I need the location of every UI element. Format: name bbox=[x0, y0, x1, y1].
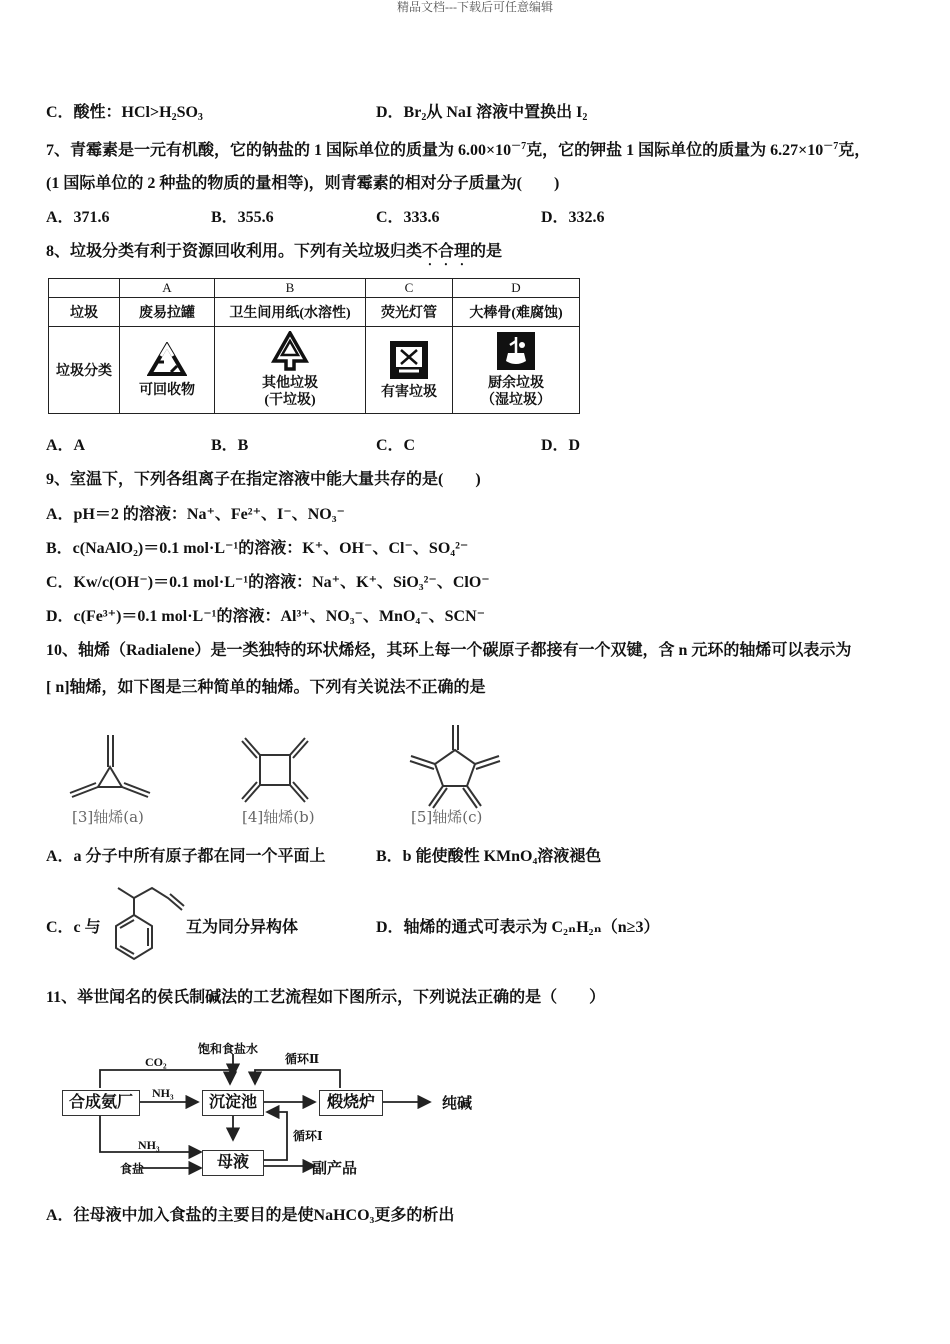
radialene-4-structure bbox=[235, 730, 315, 810]
label-cycle-1: 循环Ⅰ bbox=[293, 1129, 323, 1143]
row-head-category: 垃圾分类 bbox=[49, 327, 120, 414]
q7-stem-line1 bbox=[46, 137, 870, 161]
q7-option-a: A．371.6 bbox=[46, 209, 110, 226]
col-b: B bbox=[215, 279, 366, 298]
hazardous-waste-icon bbox=[389, 340, 429, 380]
q10-stem-line2: [ n]轴烯，如下图是三种简单的轴烯。下列有关说法不正确的是 bbox=[46, 679, 486, 696]
q7-exp2: －7 bbox=[823, 141, 839, 152]
q7-option-b: B．355.6 bbox=[211, 209, 274, 226]
q9-option-a: A．pH＝2 的溶液：Na⁺、Fe²⁺、I⁻、NO₃⁻ bbox=[46, 506, 345, 523]
cell-b1: 卫生间用纸(水溶性) bbox=[215, 298, 366, 327]
table-row bbox=[49, 298, 580, 327]
cap-a: 可回收物 bbox=[139, 382, 195, 398]
q8-option-c: C．C bbox=[376, 437, 416, 454]
q10-option-c-b: 互为同分异构体 bbox=[186, 919, 299, 936]
cap-c: 有害垃圾 bbox=[381, 384, 437, 400]
ammonia-plant-box: 合成氨厂 bbox=[62, 1090, 140, 1116]
label-byproduct: 副产品 bbox=[312, 1161, 358, 1177]
col-a: A bbox=[120, 279, 215, 298]
radialene-5-structure bbox=[405, 720, 505, 810]
q11-stem: 11、举世闻名的侯氏制碱法的工艺流程如下图所示，下列说法正确的是（ ） bbox=[46, 989, 606, 1006]
q6-d-sub2: 2 bbox=[582, 112, 588, 123]
cap-b: 其他垃圾 bbox=[262, 376, 318, 391]
cell-b2 bbox=[215, 327, 366, 414]
recycle-icon bbox=[147, 342, 187, 378]
table-row bbox=[49, 327, 580, 414]
cell-c1: 荧光灯管 bbox=[366, 298, 453, 327]
cell-a2 bbox=[120, 327, 215, 414]
col-c: C bbox=[366, 279, 453, 298]
q10-stem-line1: 10、轴烯（Radialene）是一类独特的环状烯烃，其环上每一个碳原子都接有一个双键，含 n 元环的轴烯可以表示为 bbox=[46, 642, 852, 659]
q6-d-sub: 2 bbox=[421, 112, 427, 123]
calciner-box: 煅烧炉 bbox=[319, 1090, 383, 1116]
table-header-row bbox=[49, 279, 580, 298]
label-brine: 饱和食盐水 bbox=[198, 1042, 259, 1056]
q10-option-c-a: C．c 与 bbox=[46, 919, 101, 936]
q10-option-a: A．a 分子中所有原子都在同一个平面上 bbox=[46, 848, 326, 865]
q8-stem-emphasis: 不合理 bbox=[422, 243, 471, 260]
page-header: 精品文档---下载后可任意编辑 bbox=[397, 0, 553, 14]
q6-option-c bbox=[46, 103, 203, 128]
precipitation-tank-box: 沉淀池 bbox=[202, 1090, 264, 1116]
row-head-garbage: 垃圾 bbox=[49, 298, 120, 327]
q8-option-d: D．D bbox=[541, 437, 581, 454]
q7-exp1: －7 bbox=[511, 141, 527, 152]
table-corner bbox=[49, 279, 120, 298]
q7-option-d: D．332.6 bbox=[541, 209, 605, 226]
q7-l1a: 7、青霉素是一元有机酸，它的钠盐的 1 国际单位的质量为 6.00×10 bbox=[46, 142, 512, 159]
cell-d1: 大棒骨(难腐蚀) bbox=[453, 298, 580, 327]
q6-d-tail: 从 NaI 溶液中置换出 I bbox=[426, 104, 583, 121]
q7-l1c: 克， bbox=[838, 142, 871, 159]
label-co2: CO₂ bbox=[145, 1055, 167, 1069]
q10-option-d: D．轴烯的通式可表示为 C₂ₙH₂ₙ（n≥3） bbox=[376, 919, 660, 936]
q8-option-b: B．B bbox=[211, 437, 249, 454]
q6-c-tail: SO bbox=[176, 104, 198, 121]
q9-option-d: D．c(Fe³⁺)＝0.1 mol·L⁻¹的溶液：Al³⁺、NO₃⁻、MnO₄⁻、SCN⁻ bbox=[46, 608, 486, 625]
cell-d2 bbox=[453, 327, 580, 414]
q7-l1b: 克，它的钾盐 1 国际单位的质量为 6.27×10 bbox=[526, 142, 824, 159]
q9-stem: 9、室温下，下列各组离子在指定溶液中能大量共存的是( ) bbox=[46, 471, 481, 488]
caption-radialene-b: [4]轴烯(b) bbox=[242, 808, 315, 826]
caption-radialene-a: [3]轴烯(a) bbox=[72, 808, 144, 826]
q7-option-c: C．333.6 bbox=[376, 209, 440, 226]
q8-stem-a: 8、垃圾分类有利于资源回收利用。下列有关垃圾归类 bbox=[46, 243, 423, 260]
cell-a1: 废易拉罐 bbox=[120, 298, 215, 327]
cap-d-sub: （湿垃圾） bbox=[481, 393, 551, 408]
q6-d-text: D．Br bbox=[376, 104, 422, 121]
q11-option-a: A．往母液中加入食盐的主要目的是使NaHCO₃更多的析出 bbox=[46, 1207, 455, 1224]
mother-liquor-box: 母液 bbox=[202, 1150, 264, 1176]
label-salt: 食盐 bbox=[120, 1162, 145, 1176]
q8-stem-b: 的是 bbox=[470, 243, 503, 260]
radialene-3-structure bbox=[60, 725, 160, 805]
q7-stem-line2: (1 国际单位的 2 种盐的物质的量相等)，则青霉素的相对分子质量为( ) bbox=[46, 175, 560, 192]
cell-c2 bbox=[366, 327, 453, 414]
q6-c-sub2: 3 bbox=[197, 112, 203, 123]
caption-radialene-c: [5]轴烯(c) bbox=[411, 808, 483, 826]
col-d: D bbox=[453, 279, 580, 298]
label-cycle-2: 循环Ⅱ bbox=[285, 1052, 320, 1066]
q6-c-sub: 2 bbox=[171, 112, 177, 123]
q10-option-b: B．b 能使酸性 KMnO₄溶液褪色 bbox=[376, 848, 602, 865]
cap-d: 厨余垃圾 bbox=[488, 376, 544, 391]
q9-option-b: B．c(NaAlO₂)＝0.1 mol·L⁻¹的溶液：K⁺、OH⁻、Cl⁻、SO₄²⁻ bbox=[46, 540, 469, 557]
label-nh3-top: NH₃ bbox=[152, 1086, 174, 1100]
q6-c-text: C．酸性：HCl>H bbox=[46, 104, 172, 121]
q8-option-a: A．A bbox=[46, 437, 86, 454]
q9-option-c: C．Kw/c(OH⁻)＝0.1 mol·L⁻¹的溶液：Na⁺、K⁺、SiO₃²⁻、ClO⁻ bbox=[46, 574, 490, 591]
label-soda: 纯碱 bbox=[442, 1096, 473, 1112]
phenylbutene-structure bbox=[100, 880, 185, 965]
food-waste-icon bbox=[496, 331, 536, 371]
other-waste-icon bbox=[270, 331, 310, 371]
q8-stem bbox=[46, 242, 502, 269]
label-nh3-bottom: NH₃ bbox=[138, 1138, 160, 1152]
cap-b-sub: (干垃圾) bbox=[264, 393, 316, 408]
garbage-table bbox=[48, 278, 580, 414]
q6-option-d bbox=[376, 103, 587, 128]
